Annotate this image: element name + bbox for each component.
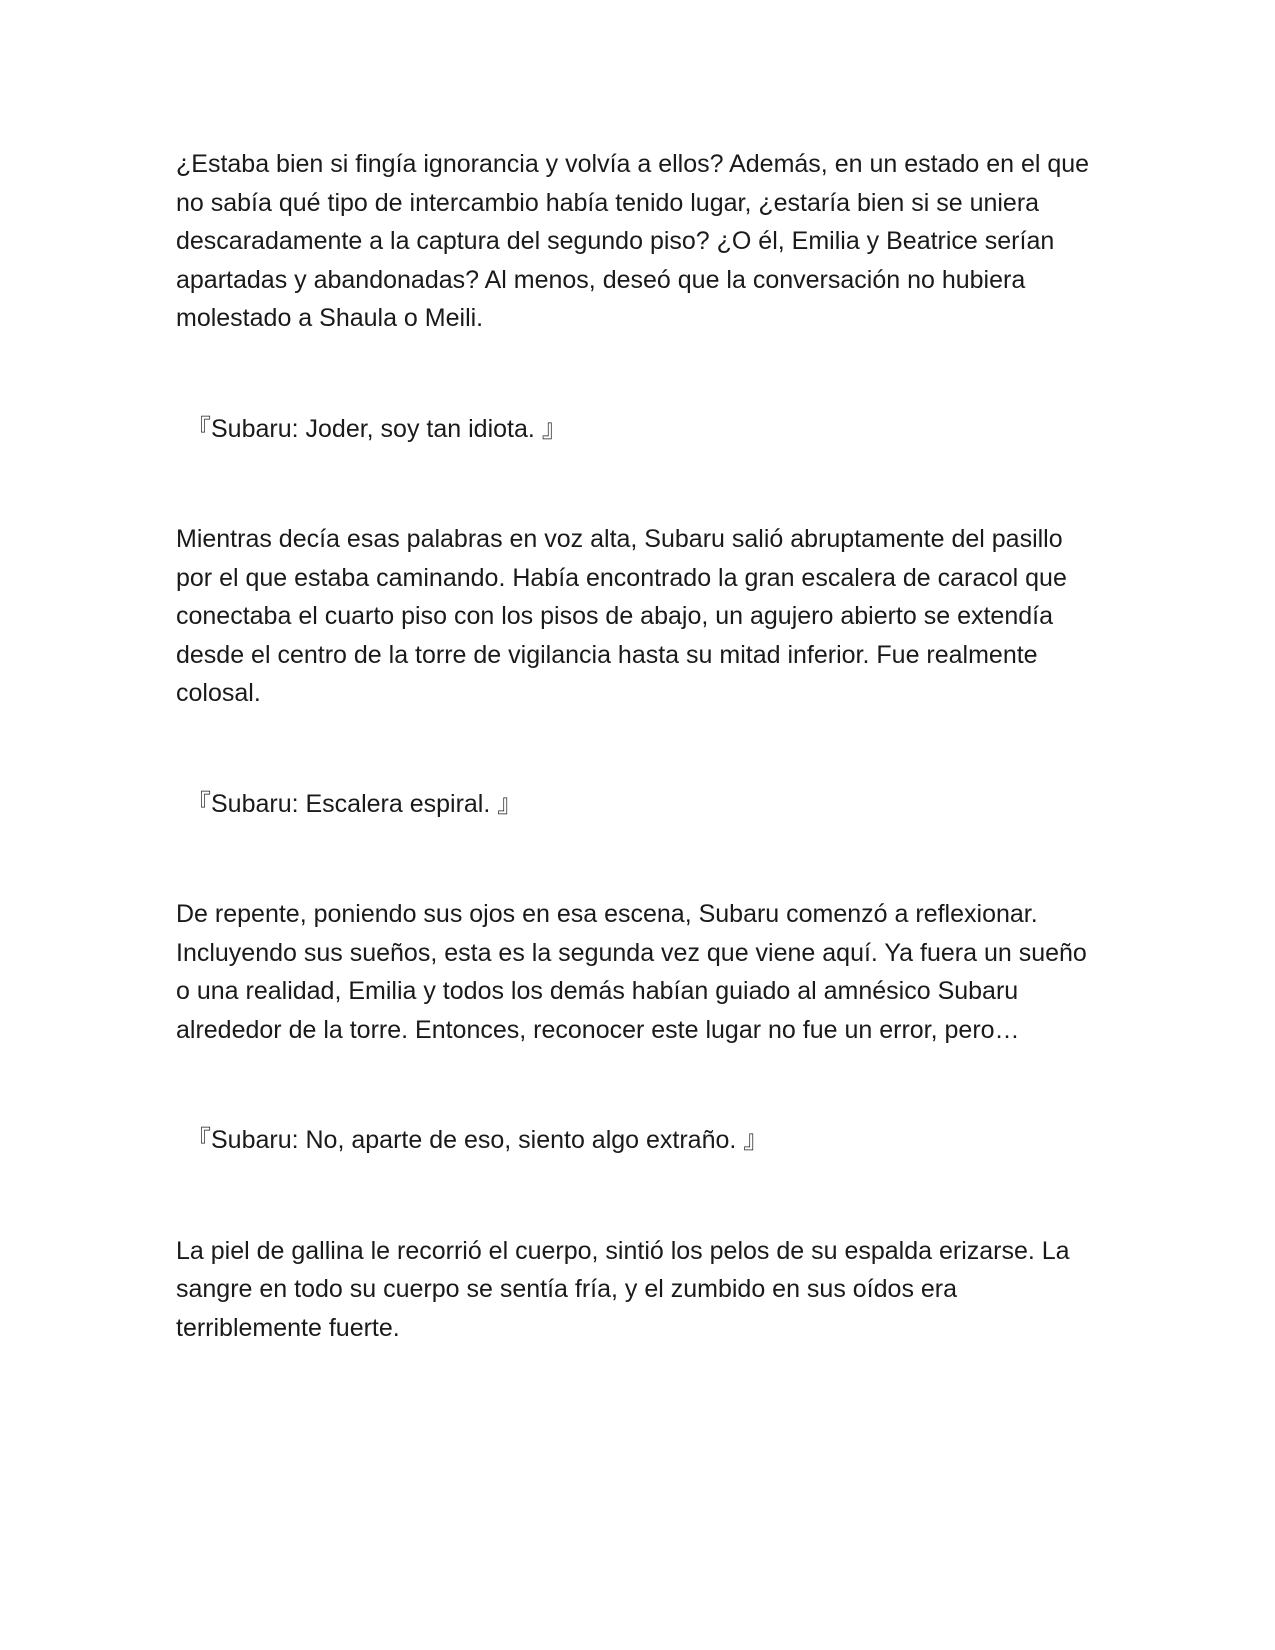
paragraph: La piel de gallina le recorrió el cuerpo, sintió los pelos de su espalda erizarse. La sangre en todo su cuerpo se sentía fría, y el zumbido en sus oídos era terriblemente fuerte. — [176, 1236, 1070, 1342]
paragraph: De repente, poniendo sus ojos en esa escena, Subaru comenzó a reflexionar. Incluyendo sus sueños, esta es la segunda vez que viene aquí. Ya fuera un sueño o una realidad, Emilia y todos los demás habían guiado al amnésico Subaru alrededor de la torre. Entonces, reconocer este lugar no fue un error, pero… — [176, 900, 1087, 1044]
paragraph: Mientras decía esas palabras en voz alta, Subaru salió abruptamente del pasillo por el que estaba caminando. Había encontrado la gran escalera de caracol que conectaba el cuarto piso con los pisos de abajo, un agujero abierto se extendía desde el centro de la torre de vigilancia hasta su mitad inferior. Fue realmente colosal. — [176, 525, 1067, 707]
dialogue-line: 『Subaru: Joder, soy tan idiota. 』 — [186, 414, 567, 443]
dialogue-line: 『Subaru: No, aparte de eso, siento algo extraño. 』 — [186, 1126, 769, 1154]
paragraph: ¿Estaba bien si fingía ignorancia y volvía a ellos? Además, en un estado en el que no sabía qué tipo de intercambio había tenido lugar, ¿estaría bien si se uniera descaradamente a la captura del segundo piso? ¿O él, Emilia y Beatrice serían apartadas y abandonadas? Al menos, deseó que la conversación no hubiera molestado a Shaula o Meili. — [176, 150, 1090, 332]
dialogue-line: 『Subaru: Escalera espiral. 』 — [186, 789, 523, 818]
document-body — [176, 145, 1096, 1347]
